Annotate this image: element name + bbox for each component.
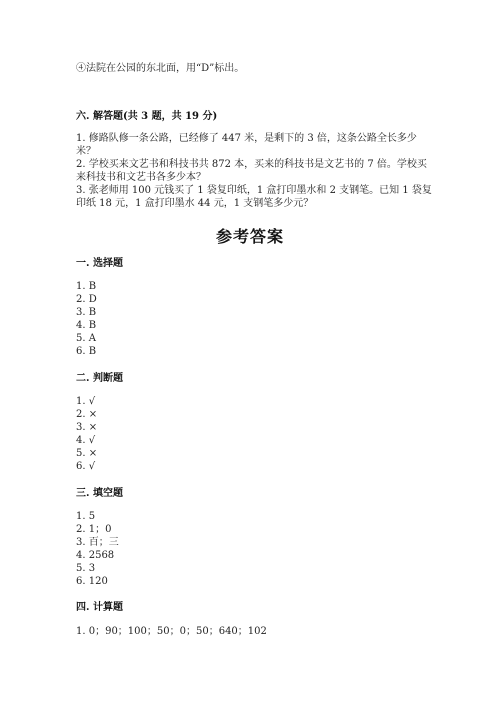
section-six-heading: 六. 解答题(共 3 题，共 19 分) — [76, 111, 218, 122]
section-heading: 四. 计算题 — [76, 602, 123, 613]
answer-item: 4. 2568 — [76, 550, 115, 561]
answer-item: 4. B — [76, 320, 97, 331]
answer-list — [76, 280, 97, 358]
answer-item: 6. B — [76, 346, 97, 357]
answer-item: 2. 1；0 — [76, 524, 112, 535]
answer-item: 1. B — [76, 281, 97, 292]
problem-line: 2. 学校买来文艺书和科技书共 872 本，买来的科技书是文艺书的 7 倍。学校买 — [76, 159, 427, 170]
answer-item: 3. B — [76, 307, 97, 318]
answer-item: 5. A — [76, 333, 96, 344]
section-heading: 三. 填空题 — [76, 488, 123, 499]
answer-list — [76, 625, 267, 638]
problem-line: 来科技书和文艺书各多少本？ — [76, 172, 206, 183]
answer-item: 5. × — [76, 448, 98, 459]
problem-line: 印纸 18 元，1 盒打印墨水 44 元，1 支钢笔多少元？ — [76, 198, 314, 209]
answer-list — [76, 510, 119, 588]
problem-line: 1. 修路队修一条公路，已经修了 447 米，是剩下的 3 倍，这条公路全长多少 — [76, 133, 417, 144]
answer-item: 3. × — [76, 422, 98, 433]
answer-item: 6. √ — [76, 461, 96, 472]
answer-item: 4. √ — [76, 435, 96, 446]
answer-item: 1. √ — [76, 396, 96, 407]
intro-line: ④法院在公园的东北面，用“D”标出。 — [76, 63, 245, 74]
answer-item: 6. 120 — [76, 576, 108, 587]
section-heading: 二. 判断题 — [76, 373, 123, 384]
answer-item: 5. 3 — [76, 563, 96, 574]
section-heading: 一. 选择题 — [76, 258, 123, 269]
answer-item: 3. 百；三 — [76, 537, 119, 548]
answer-item: 1. 5 — [76, 511, 96, 522]
answer-item: 2. D — [76, 294, 97, 305]
answer-item: 1. 0；90；100；50；0；50；640；102 — [76, 626, 267, 637]
problem-line: 米？ — [76, 146, 96, 157]
answer-list — [76, 395, 97, 473]
answer-title: 参考答案 — [215, 227, 284, 246]
problem-line: 3. 张老师用 100 元钱买了 1 袋复印纸，1 盒打印墨水和 2 支钢笔。已知 1 袋复 — [76, 185, 432, 196]
answer-item: 2. × — [76, 409, 98, 420]
